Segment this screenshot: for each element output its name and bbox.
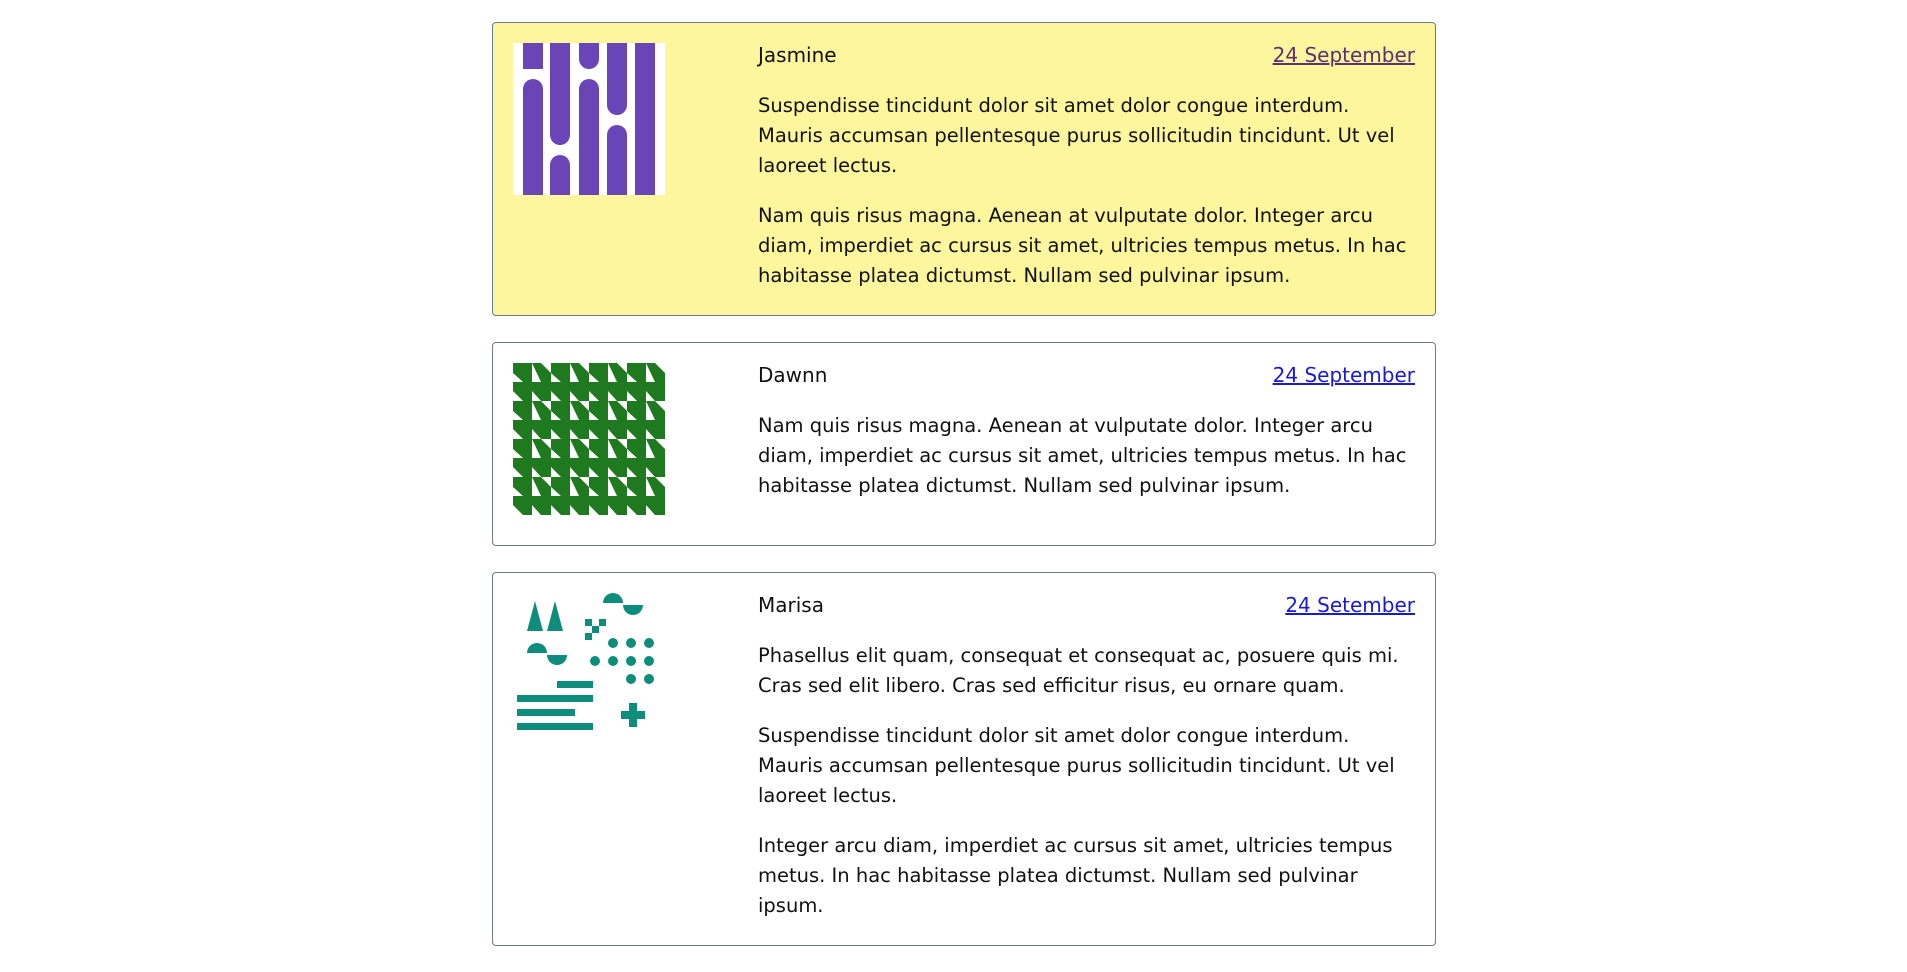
post-paragraph: Suspendisse tincidunt dolor sit amet dolor congue interdum. Mauris accumsan pellentesque purus sollicitudin tincidunt. Ut vel laoreet lectus. xyxy=(758,94,1395,177)
purple-stripes-pattern-icon xyxy=(513,43,665,195)
post-paragraph: Phasellus elit quam, consequat et consequat ac, posuere quis mi. Cras sed elit libero. Cras sed efficitur risus, eu ornare quam. xyxy=(758,644,1399,697)
post-author: Dawnn xyxy=(758,363,828,387)
post-date-link[interactable]: 24 September xyxy=(1272,363,1415,387)
post-date-link[interactable]: 24 September xyxy=(1272,43,1415,67)
post-author: Marisa xyxy=(758,593,824,617)
post-feed xyxy=(492,22,1436,972)
post-paragraph: Nam quis risus magna. Aenean at vulputate dolor. Integer arcu diam, imperdiet ac cursus sit amet, ultricies tempus metus. In hac habitasse platea dictumst. Nullam sed pulvinar ipsum. xyxy=(758,414,1407,497)
post-card-dawnn xyxy=(492,342,1436,546)
teal-geometric-shapes-icon xyxy=(513,593,665,745)
post-card-jasmine xyxy=(492,22,1436,316)
post-card-marisa xyxy=(492,572,1436,946)
green-houndstooth-pattern-icon xyxy=(513,363,665,515)
post-paragraph: Integer arcu diam, imperdiet ac cursus sit amet, ultricies tempus metus. In hac habitasse platea dictumst. Nullam sed pulvinar ipsum. xyxy=(758,834,1393,917)
post-paragraph: Nam quis risus magna. Aenean at vulputate dolor. Integer arcu diam, imperdiet ac cursus sit amet, ultricies tempus metus. In hac habitasse platea dictumst. Nullam sed pulvinar ipsum. xyxy=(758,204,1407,287)
post-paragraph: Suspendisse tincidunt dolor sit amet dolor congue interdum. Mauris accumsan pellentesque purus sollicitudin tincidunt. Ut vel laoreet lectus. xyxy=(758,724,1395,807)
post-author: Jasmine xyxy=(758,43,837,67)
post-date-link[interactable]: 24 Setember xyxy=(1285,593,1415,617)
